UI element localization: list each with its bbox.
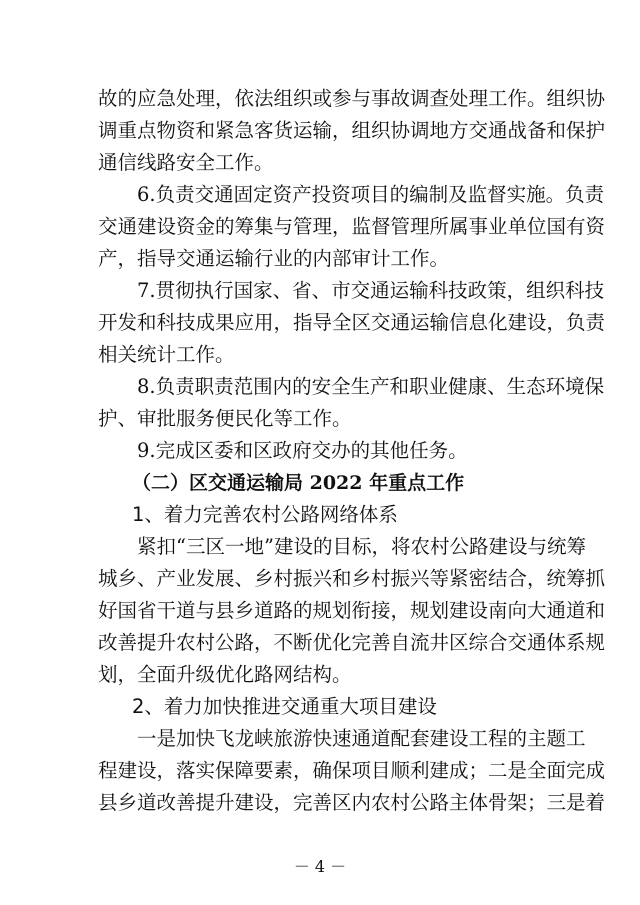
text-line: 调重点物资和紧急客货运输，组织协调地方交通战备和保护 xyxy=(98,119,606,142)
text-line: 城乡、产业发展、乡村振兴和乡村振兴等紧密结合，统筹抓 xyxy=(98,567,606,590)
section-heading: （二）区交通运输局 2022 年重点工作 xyxy=(132,472,465,494)
text-line: 程建设，落实保障要素，确保项目顺利建成；二是全面完成 xyxy=(98,759,606,782)
page-number: － 4 － xyxy=(293,857,347,876)
text-line: 好国省干道与县乡道路的规划衔接，规划建设南向大通道和 xyxy=(98,599,606,622)
text-line: 护、审批服务便民化等工作。 xyxy=(98,407,352,430)
text-line: 交通建设资金的筹集与管理，监督管理所属事业单位国有资 xyxy=(98,215,606,238)
text-line: 6.负责交通固定资产投资项目的编制及监督实施。负责 xyxy=(137,183,605,206)
subheading-2: 2、着力加快推进交通重大项目建设 xyxy=(132,695,437,718)
subheading-1: 1、着力完善农村公路网络体系 xyxy=(132,503,398,526)
text-line: 县乡道改善提升建设，完善区内农村公路主体骨架；三是着 xyxy=(98,791,606,814)
text-line: 7.贯彻执行国家、省、市交通运输科技政策，组织科技 xyxy=(137,279,605,302)
text-line: 8.负责职责范围内的安全生产和职业健康、生态环境保 xyxy=(137,375,605,398)
text-line: 产，指导交通运输行业的内部审计工作。 xyxy=(98,247,450,270)
text-line: 通信线路安全工作。 xyxy=(98,151,274,174)
text-line: 9.完成区委和区政府交办的其他任务。 xyxy=(137,439,468,462)
text-line: 故的应急处理，依法组织或参与事故调查处理工作。组织协 xyxy=(98,87,606,110)
text-line: 紧扣“三区一地”建设的目标，将农村公路建设与统筹 xyxy=(137,535,586,558)
text-line: 相关统计工作。 xyxy=(98,343,235,366)
text-line: 一是加快飞龙峡旅游快速通道配套建设工程的主题工 xyxy=(137,727,586,750)
text-line: 划，全面升级优化路网结构。 xyxy=(98,663,352,686)
text-line: 开发和科技成果应用，指导全区交通运输信息化建设，负责 xyxy=(98,311,606,334)
text-line: 改善提升农村公路，不断优化完善自流井区综合交通体系规 xyxy=(98,631,606,654)
